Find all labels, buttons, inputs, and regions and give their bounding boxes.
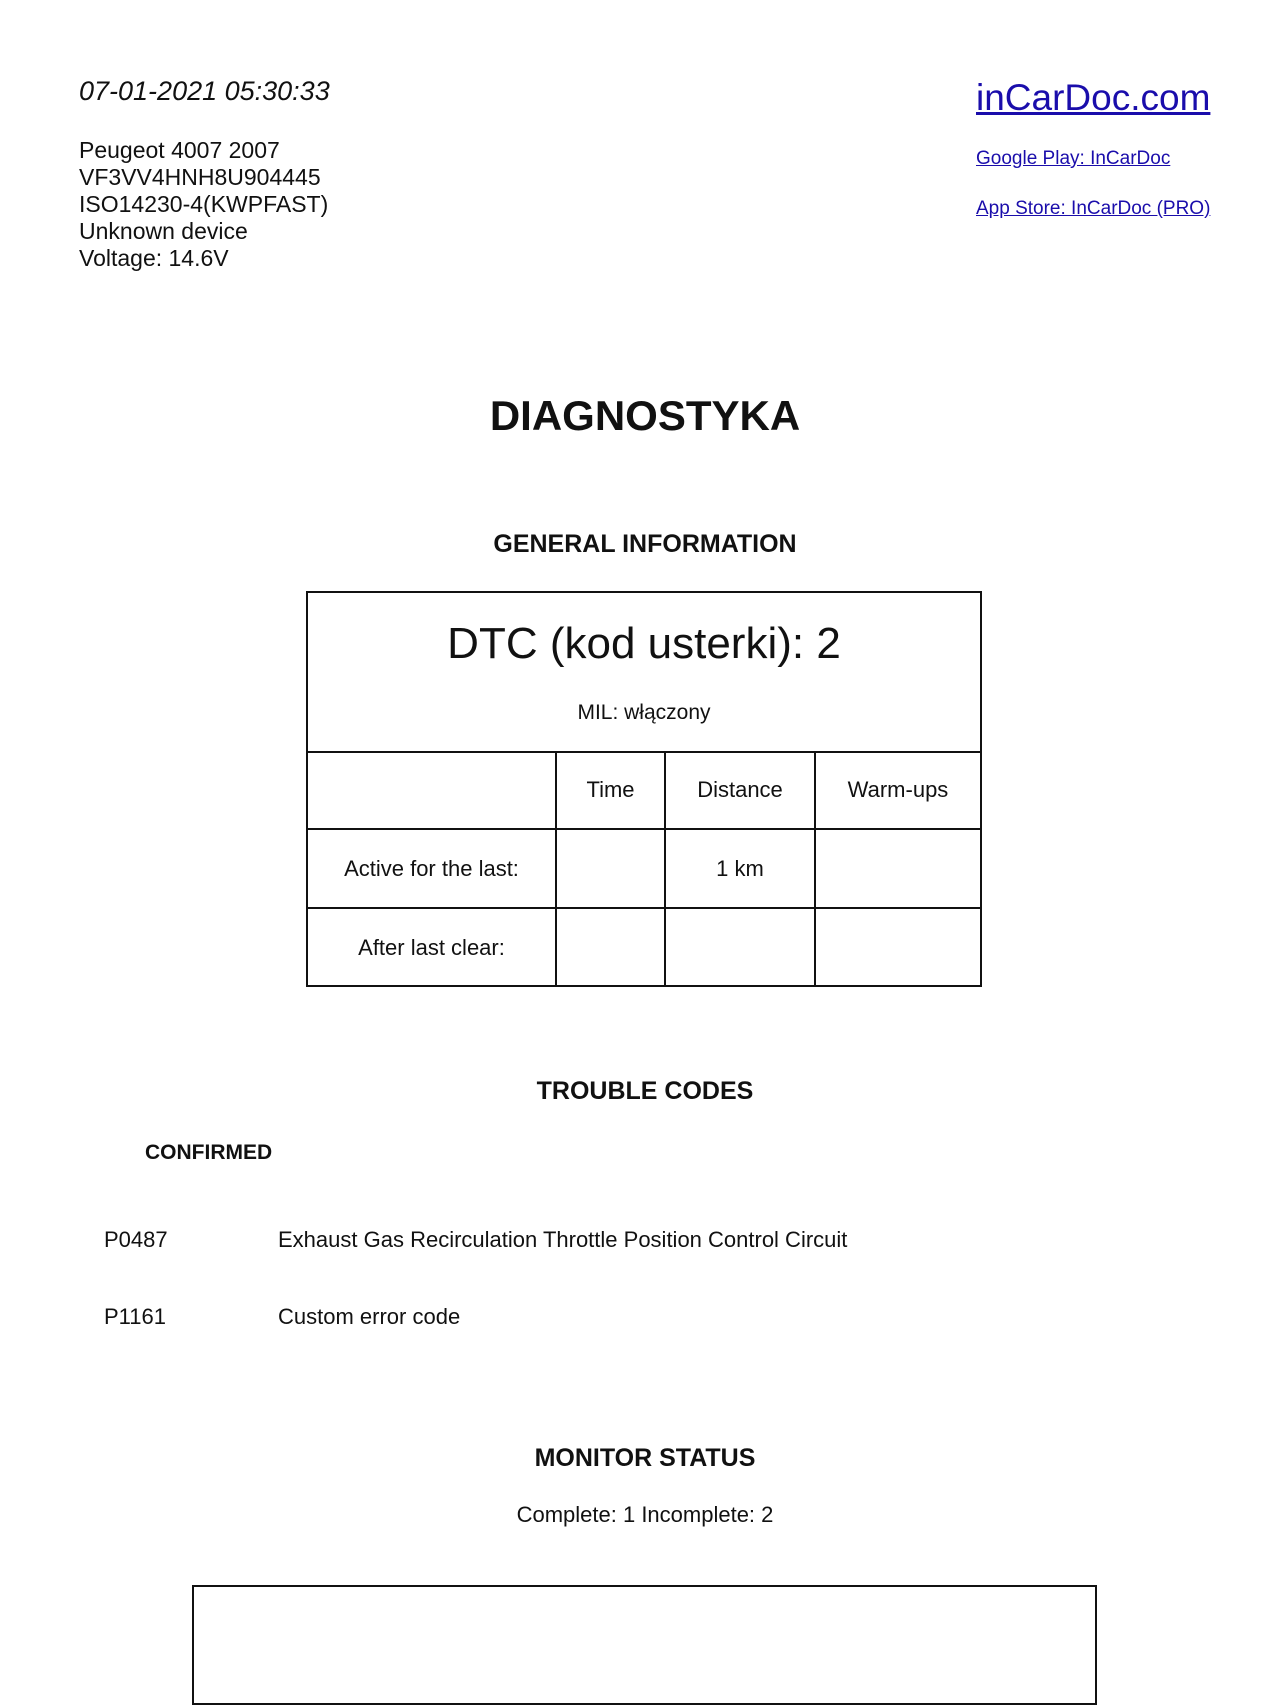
- vehicle-protocol: ISO14230-4(KWPFAST): [79, 191, 329, 217]
- table-cell: [815, 829, 980, 908]
- trouble-code: P1161: [104, 1304, 166, 1329]
- confirmed-label: CONFIRMED: [145, 1141, 273, 1164]
- trouble-codes-heading: TROUBLE CODES: [536, 1077, 754, 1105]
- table-header-cell: [308, 751, 556, 829]
- table-header-cell: Time: [556, 751, 665, 829]
- dtc-count: DTC (kod usterki): 2: [447, 619, 841, 668]
- trouble-code-description: Exhaust Gas Recirculation Throttle Position Control Circuit: [278, 1227, 848, 1252]
- vehicle-device: Unknown device: [79, 218, 248, 244]
- table-cell: 1 km: [665, 829, 815, 908]
- vehicle-vin: VF3VV4HNH8U904445: [79, 164, 321, 190]
- trouble-code: P0487: [104, 1227, 168, 1252]
- dtc-stats-table: [308, 751, 980, 986]
- table-cell: [665, 908, 815, 986]
- incardoc-site-link[interactable]: inCarDoc.com: [976, 77, 1211, 118]
- table-cell: After last clear:: [308, 908, 556, 986]
- table-header-row: [308, 751, 980, 829]
- trouble-code-row: [104, 1304, 1204, 1334]
- vehicle-model: Peugeot 4007 2007: [79, 137, 280, 163]
- page-title: DIAGNOSTYKA: [489, 392, 801, 439]
- vehicle-voltage: Voltage: 14.6V: [79, 245, 229, 271]
- general-information-box: [306, 591, 982, 987]
- table-row: [308, 908, 980, 986]
- table-header-cell: Warm-ups: [815, 751, 980, 829]
- monitor-summary: Complete: 1 Incomplete: 2: [516, 1502, 774, 1527]
- table-cell: Active for the last:: [308, 829, 556, 908]
- dtc-summary: [308, 593, 980, 753]
- trouble-code-row: [104, 1227, 1204, 1257]
- monitor-status-table: [192, 1585, 1097, 1705]
- table-cell: [815, 908, 980, 986]
- table-cell: [556, 908, 665, 986]
- table-header-cell: Distance: [665, 751, 815, 829]
- report-timestamp: 07-01-2021 05:30:33: [79, 76, 330, 106]
- table-cell: [556, 829, 665, 908]
- google-play-link[interactable]: Google Play: InCarDoc: [976, 148, 1171, 169]
- trouble-code-description: Custom error code: [278, 1304, 461, 1329]
- table-row: [308, 829, 980, 908]
- monitor-status-heading: MONITOR STATUS: [534, 1444, 756, 1472]
- vehicle-info: [79, 137, 328, 272]
- mil-status: MIL: włączony: [577, 701, 711, 724]
- app-store-link[interactable]: App Store: InCarDoc (PRO): [976, 198, 1211, 219]
- general-information-heading: GENERAL INFORMATION: [493, 530, 797, 558]
